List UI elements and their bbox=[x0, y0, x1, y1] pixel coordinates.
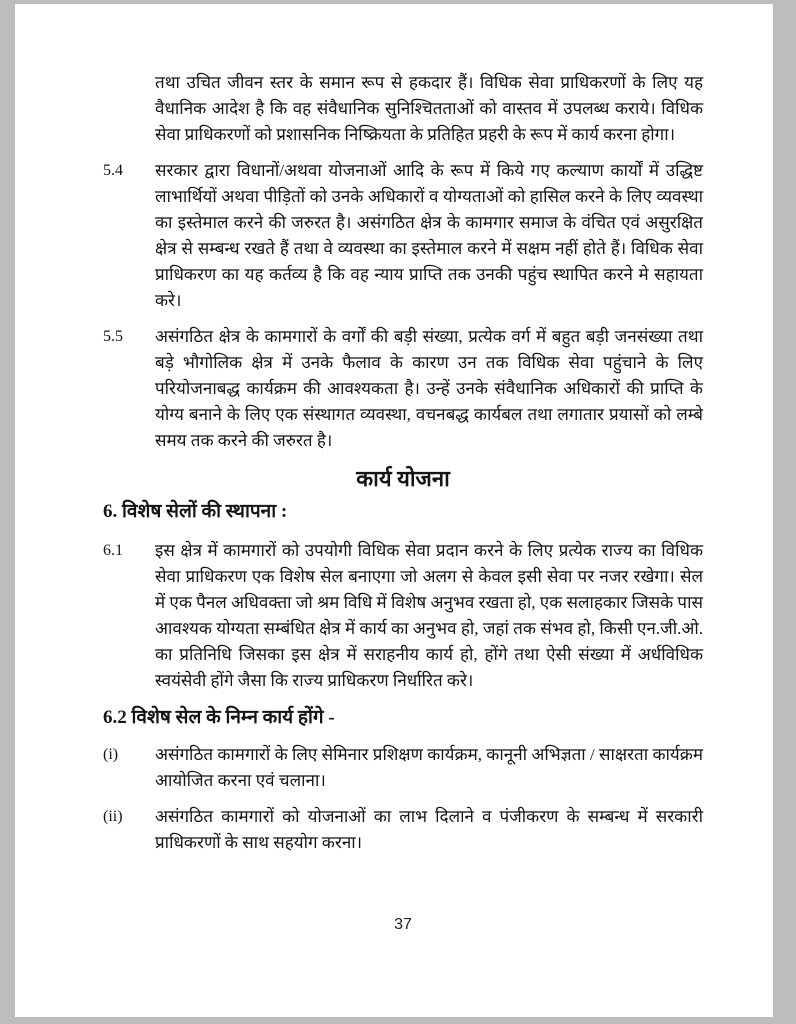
paragraph-number: 5.5 bbox=[103, 328, 123, 345]
page-content bbox=[103, 70, 703, 866]
paragraph-5-5 bbox=[103, 324, 703, 454]
paragraph-6-1 bbox=[103, 538, 703, 694]
list-item-text: असंगठित कामगारों के लिए सेमिनार प्रशिक्षण कार्यक्रम, कानूनी अभिज्ञता / साक्षरता कार्यक्रम आयोजित करना एवं चलाना। bbox=[155, 745, 703, 790]
paragraph-text: सरकार द्वारा विधानों/अथवा योजनाओं आदि के रूप में किये गए कल्याण कार्यों में उद्धिष्ट लाभार्थियों अथवा पीड़ितों को उनके अधिकारों व योग्यताओं को हासिल करने के लिए व्यवस्था का इस्तेमाल करने की जरुरत है। असंगठित क्षेत्र के कामगार समाज के वंचित एवं असुरक्षित क्षेत्र से सम्बन्ध रखते हैं तथा वे व्यवस्था का इस्तेमाल करने में सक्षम नहीं होते हैं। विधिक सेवा प्राधिकरण का यह कर्तव्य है कि वह न्याय प्राप्ति तक उनकी पहुंच स्थापित करने मे सहायता करे। bbox=[155, 161, 703, 310]
list-item-text: असंगठित कामगारों को योजनाओं का लाभ दिलाने व पंजीकरण के सम्बन्ध में सरकारी प्राधिकरणों के साथ सहयोग करना। bbox=[155, 807, 703, 852]
list-item-i bbox=[103, 742, 703, 794]
section-6-2-heading: 6.2 विशेष सेल के निम्न कार्य होंगे - bbox=[103, 707, 335, 728]
paragraph-text: इस क्षेत्र में कामगारों को उपयोगी विधिक सेवा प्रदान करने के लिए प्रत्येक राज्य का विधिक सेवा प्राधिकरण एक विशेष सेल बनाएगा जो अलग से केवल इसी सेवा पर नजर रखेगा। सेल में एक पैनल अधिवक्ता जो श्रम विधि में विशेष अनुभव रखता हो, एक सलाहकार जिसके पास आवश्यक योग्यता सम्बंधित क्षेत्र में कार्य का अनुभव हो, जहां तक संभव हो, किसी एन.जी.ओ. का प्रतिनिधि जिसका इस क्षेत्र में सराहनीय कार्य हो, होंगे तथा ऐसी संख्या में अर्धविधिक स्वयंसेवी होंगे जैसा कि राज्य प्राधिकरण निर्धारित करे। bbox=[155, 541, 703, 690]
page-number: 37 bbox=[394, 916, 412, 933]
paragraph-number: 5.4 bbox=[103, 162, 123, 179]
intro-paragraph: तथा उचित जीवन स्तर के समान रूप से हकदार हैं। विधिक सेवा प्राधिकरणों के लिए यह वैधानिक आदेश है कि वह संवैधानिक सुनिश्चितताओं को वास्तव में उपलब्ध कराये। विधिक सेवा प्राधिकरणों को प्रशासनिक निष्क्रियता के प्रतिहित प्रहरी के रूप में कार्य करना होगा। bbox=[155, 73, 703, 144]
section-6-heading: 6. विशेष सेलों की स्थापना : bbox=[103, 501, 288, 522]
list-item-number: (ii) bbox=[103, 808, 123, 825]
document-page bbox=[15, 4, 773, 1017]
list-item-number: (i) bbox=[103, 746, 119, 763]
list-item-ii bbox=[103, 804, 703, 856]
paragraph-number: 6.1 bbox=[103, 542, 123, 559]
paragraph-text: असंगठित क्षेत्र के कामगारों के वर्गों की बड़ी संख्या, प्रत्येक वर्ग में बहुत बड़ी जनसंख्या तथा बड़े भौगोलिक क्षेत्र में उनके फैलाव के कारण उन तक विधिक सेवा पहुंचाने के लिए परियोजनाबद्ध कार्यक्रम की आवश्यकता है। उन्हें उनके संवैधानिक अधिकारों की प्राप्ति के योग्य बनाने के लिए एक संस्थागत व्यवस्था, वचनबद्ध कार्यबल तथा लगातार प्रयासों को लम्बे समय तक करने की जरुरत है। bbox=[155, 327, 703, 450]
paragraph-5-4 bbox=[103, 158, 703, 314]
center-heading-action-plan: कार्य योजना bbox=[356, 466, 450, 491]
